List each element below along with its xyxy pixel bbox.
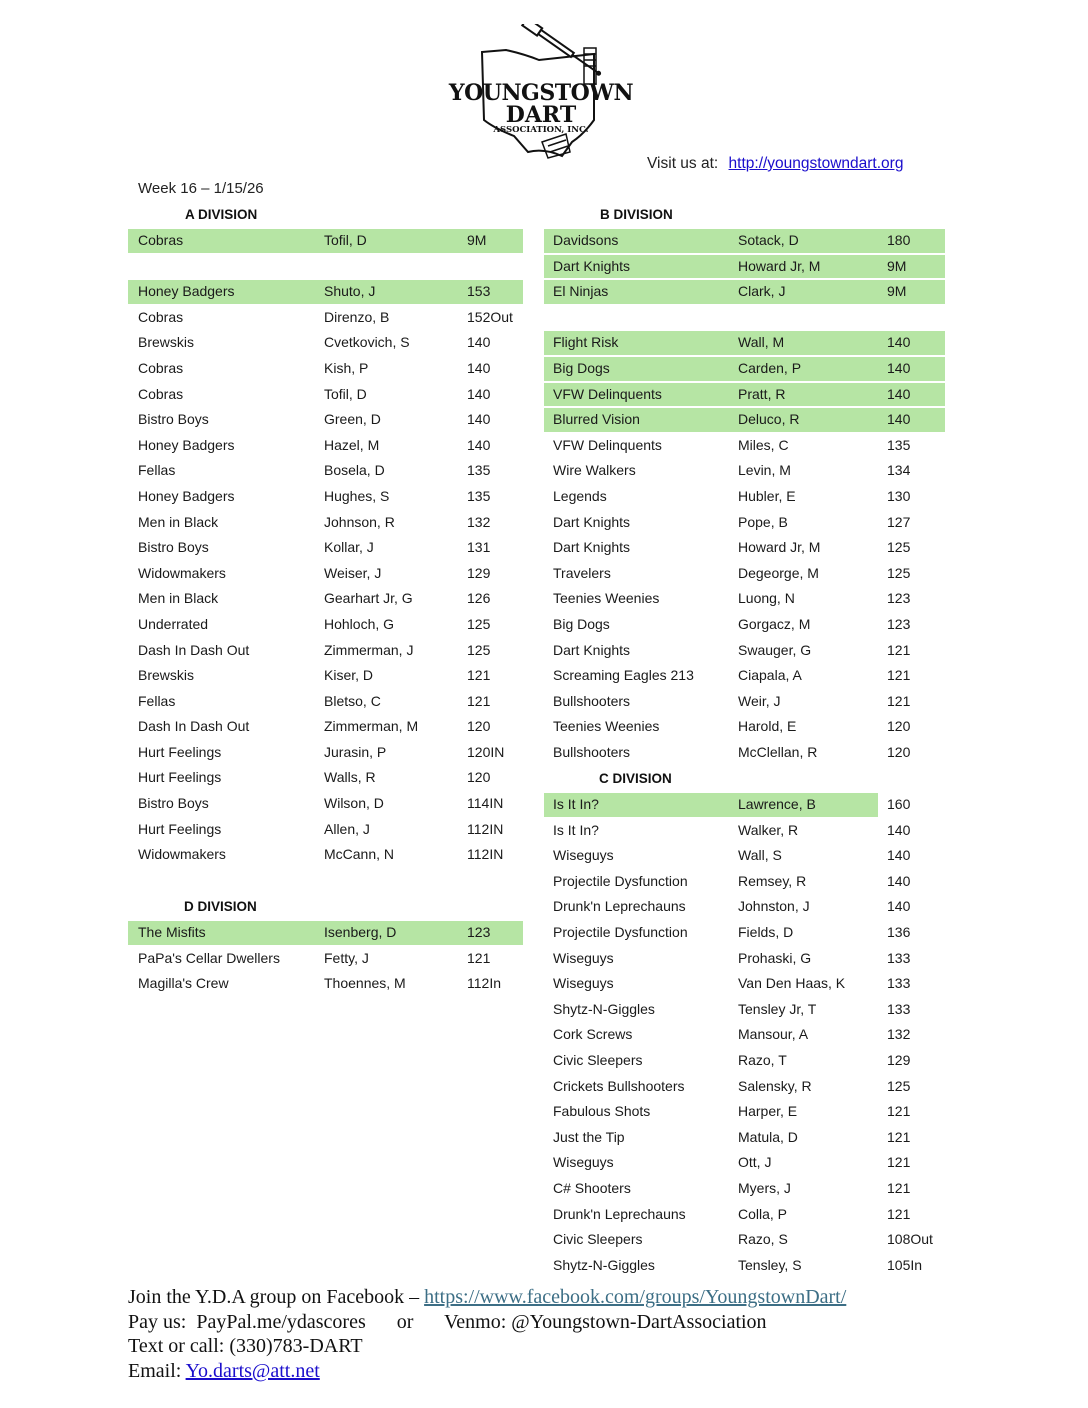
player-cell: Harold, E <box>738 718 797 735</box>
table-row <box>128 407 523 433</box>
table-row <box>544 407 945 433</box>
table-row <box>544 869 945 895</box>
score-cell: 132 <box>467 513 491 530</box>
score-cell: 123 <box>467 924 491 940</box>
player-cell: Carden, P <box>738 359 802 376</box>
score-cell: 136 <box>887 923 911 940</box>
player-cell: Hughes, S <box>324 487 390 504</box>
team-cell: Bistro Boys <box>138 411 209 428</box>
email-line <box>128 1359 846 1384</box>
table-row <box>128 458 523 484</box>
table-row <box>128 714 523 740</box>
team-cell: Dash In Dash Out <box>138 718 250 735</box>
player-cell: Deluco, R <box>738 411 800 428</box>
team-cell: Crickets Bullshooters <box>553 1077 685 1094</box>
score-cell: 135 <box>467 462 491 479</box>
c-division-table <box>544 792 945 1278</box>
score-cell: 9M <box>887 283 907 300</box>
team-cell: Cobras <box>138 359 184 376</box>
team-cell: Blurred Vision <box>553 411 640 428</box>
team-cell: Just the Tip <box>553 1128 625 1145</box>
score-cell: 140 <box>887 821 911 838</box>
score-cell: 140 <box>887 385 911 402</box>
team-cell: Bistro Boys <box>138 795 209 812</box>
team-cell: Fellas <box>138 692 176 709</box>
team-cell: Big Dogs <box>553 615 610 632</box>
team-cell: Legends <box>553 487 607 504</box>
table-row <box>544 714 945 740</box>
score-cell: 140 <box>887 334 911 351</box>
team-cell: Brewskis <box>138 667 195 684</box>
player-cell: Walker, R <box>738 821 799 838</box>
team-cell: Fellas <box>138 462 176 479</box>
score-cell: 160 <box>887 796 911 812</box>
score-cell: 121 <box>467 667 491 684</box>
score-cell: 125 <box>887 1077 911 1094</box>
team-cell: Honey Badgers <box>138 283 235 300</box>
player-cell: Johnston, J <box>738 898 810 915</box>
table-row <box>544 1150 945 1176</box>
team-cell: Hurt Feelings <box>138 743 222 760</box>
score-cell: 112IN <box>467 820 504 837</box>
score-cell: 140 <box>467 334 491 351</box>
team-cell: Magilla's Crew <box>138 975 229 992</box>
player-cell: Pope, B <box>738 513 788 530</box>
team-cell: Projectile Dysfunction <box>553 872 688 889</box>
table-row <box>544 228 945 254</box>
player-cell: Tensley, S <box>738 1256 802 1273</box>
team-cell: Brewskis <box>138 334 195 351</box>
score-cell: 140 <box>887 898 911 915</box>
table-row <box>128 510 523 536</box>
visit-line <box>647 155 903 173</box>
table-row <box>544 484 945 510</box>
player-cell: Kish, P <box>324 359 369 376</box>
player-cell: Ciapala, A <box>738 667 802 684</box>
player-cell: Howard Jr, M <box>738 257 821 274</box>
score-cell: 121 <box>467 949 491 966</box>
team-cell: Bullshooters <box>553 743 631 760</box>
player-cell: Van Den Haas, K <box>738 975 846 992</box>
d-division-table <box>128 920 523 997</box>
association-logo <box>444 24 638 170</box>
team-cell: Shytz-N-Giggles <box>553 1000 655 1017</box>
player-cell: Fetty, J <box>324 949 369 966</box>
table-row <box>544 638 945 664</box>
player-cell: Johnson, R <box>324 513 395 530</box>
team-cell: PaPa's Cellar Dwellers <box>138 949 280 966</box>
player-cell: Hazel, M <box>324 436 380 453</box>
team-cell: Travelers <box>553 564 611 581</box>
team-cell: Dash In Dash Out <box>138 641 250 658</box>
table-row <box>544 689 945 715</box>
team-cell: Is It In? <box>553 796 599 812</box>
score-cell: 121 <box>467 692 491 709</box>
player-cell: Bletso, C <box>324 692 381 709</box>
table-row <box>544 1253 945 1279</box>
table-row <box>544 1227 945 1253</box>
team-cell: Hurt Feelings <box>138 769 222 786</box>
team-cell: The Misfits <box>138 924 206 940</box>
player-cell: Jurasin, P <box>324 743 387 760</box>
team-cell: Dart Knights <box>553 641 631 658</box>
table-row <box>544 1074 945 1100</box>
team-cell: Bistro Boys <box>138 539 209 556</box>
table-row <box>544 458 945 484</box>
team-cell: Widowmakers <box>138 846 226 863</box>
player-cell: Lawrence, B <box>738 796 816 812</box>
player-cell: Prohaski, G <box>738 949 812 966</box>
b-division-table <box>544 228 945 765</box>
score-cell: 108Out <box>887 1231 933 1248</box>
week-label: Week 16 – 1/15/26 <box>138 180 264 197</box>
player-cell: Wall, S <box>738 847 782 864</box>
score-cell: 112In <box>467 975 501 992</box>
email-link[interactable]: Yo.darts@att.net <box>185 1359 320 1382</box>
player-cell: Tofil, D <box>324 385 367 402</box>
table-row <box>544 535 945 561</box>
player-cell: Cvetkovich, S <box>324 334 410 351</box>
phone-line: Text or call: (330)783-DART <box>128 1335 363 1357</box>
table-row <box>128 228 523 254</box>
player-cell: Sotack, D <box>738 232 799 248</box>
player-cell: Ott, J <box>738 1154 772 1171</box>
team-cell: Underrated <box>138 615 209 632</box>
logo-text-association: ASSOCIATION, INC. <box>493 125 589 135</box>
player-cell: Isenberg, D <box>324 924 397 940</box>
table-row <box>128 920 523 946</box>
table-row <box>544 330 945 356</box>
score-cell: 123 <box>887 590 911 607</box>
score-cell: 131 <box>467 539 491 556</box>
team-cell: Drunk'n Leprechauns <box>553 898 686 915</box>
score-cell: 120IN <box>467 743 505 760</box>
score-cell: 140 <box>887 411 911 428</box>
table-row <box>544 1176 945 1202</box>
player-cell: Zimmerman, J <box>324 641 414 658</box>
score-cell: 9M <box>887 257 907 274</box>
table-row <box>544 997 945 1023</box>
score-cell: 125 <box>467 615 491 632</box>
player-cell: Harper, E <box>738 1103 798 1120</box>
team-cell: Cork Screws <box>553 1026 633 1043</box>
table-row <box>544 843 945 869</box>
or-text: or <box>396 1310 414 1333</box>
table-row <box>544 971 945 997</box>
table-row <box>128 791 523 817</box>
table-row <box>128 484 523 510</box>
table-row <box>128 817 523 843</box>
player-cell: McClellan, R <box>738 743 818 760</box>
score-cell: 133 <box>887 1000 911 1017</box>
score-cell: 127 <box>887 513 911 530</box>
table-row <box>544 382 945 408</box>
score-cell: 134 <box>887 462 911 479</box>
team-cell: Dart Knights <box>553 513 631 530</box>
score-cell: 140 <box>887 847 911 864</box>
player-cell: Degeorge, M <box>738 564 819 581</box>
table-row <box>544 740 945 766</box>
d-division-heading: D DIVISION <box>184 899 257 914</box>
score-cell: 121 <box>887 1205 911 1222</box>
team-cell: Davidsons <box>553 232 619 248</box>
score-cell: 120 <box>467 718 491 735</box>
score-cell: 125 <box>887 564 911 581</box>
team-cell: Honey Badgers <box>138 487 235 504</box>
table-row <box>128 586 523 612</box>
team-cell: Teenies Weenies <box>553 590 660 607</box>
score-cell: 140 <box>887 359 911 376</box>
a-division-heading: A DIVISION <box>185 207 258 222</box>
player-cell: Razo, T <box>738 1051 787 1068</box>
facebook-text: Join the Y.D.A group on Facebook – <box>128 1286 420 1308</box>
player-cell: Gearhart Jr, G <box>324 590 413 607</box>
score-cell: 140 <box>467 359 491 376</box>
paypal-handle: PayPal.me/ydascores <box>196 1310 366 1333</box>
payment-line <box>128 1310 846 1335</box>
table-row <box>544 1202 945 1228</box>
score-cell: 153 <box>467 283 491 300</box>
table-row <box>544 920 945 946</box>
team-cell: C# Shooters <box>553 1179 631 1196</box>
table-row <box>128 356 523 382</box>
player-cell: Tensley Jr, T <box>738 1000 817 1017</box>
website-link[interactable]: http://youngstowndart.org <box>728 155 904 172</box>
player-cell: McCann, N <box>324 846 395 863</box>
table-row <box>544 433 945 459</box>
table-row <box>128 433 523 459</box>
player-cell: Levin, M <box>738 462 791 479</box>
table-row <box>544 279 945 305</box>
table-row <box>544 254 945 280</box>
score-cell: 152Out <box>467 308 513 325</box>
player-cell: Walls, R <box>324 769 376 786</box>
score-cell: 114IN <box>467 795 504 812</box>
table-row <box>544 586 945 612</box>
table-row <box>128 971 523 997</box>
table-row <box>544 894 945 920</box>
score-cell: 125 <box>887 539 911 556</box>
score-cell: 140 <box>467 385 491 402</box>
team-cell: Men in Black <box>138 513 219 530</box>
score-cell: 130 <box>887 487 911 504</box>
team-cell: Teenies Weenies <box>553 718 660 735</box>
table-row <box>544 818 945 844</box>
score-cell: 9M <box>467 232 487 248</box>
table-row <box>544 612 945 638</box>
team-cell: Drunk'n Leprechauns <box>553 1205 686 1222</box>
visit-label: Visit us at: <box>647 155 719 172</box>
table-row <box>128 689 523 715</box>
player-cell: Tofil, D <box>324 232 367 248</box>
player-cell: Clark, J <box>738 283 786 300</box>
logo-text-youngstown: YOUNGSTOWN <box>448 80 634 106</box>
table-row <box>128 279 523 305</box>
table-row <box>128 842 523 868</box>
table-row <box>128 765 523 791</box>
team-cell: Cobras <box>138 385 184 402</box>
table-row <box>544 792 945 818</box>
team-cell: Wiseguys <box>553 847 614 864</box>
player-cell: Wall, M <box>738 334 785 351</box>
player-cell: Pratt, R <box>738 385 786 402</box>
player-cell: Weiser, J <box>324 564 382 581</box>
blank-row <box>128 254 523 280</box>
score-cell: 133 <box>887 975 911 992</box>
player-cell: Bosela, D <box>324 462 385 479</box>
table-row <box>544 1022 945 1048</box>
team-cell: VFW Delinquents <box>553 436 662 453</box>
player-cell: Remsey, R <box>738 872 807 889</box>
player-cell: Allen, J <box>324 820 370 837</box>
score-cell: 129 <box>887 1051 911 1068</box>
team-cell: Cobras <box>138 232 184 248</box>
team-cell: Flight Risk <box>553 334 619 351</box>
facebook-link[interactable]: https://www.facebook.com/groups/YoungstownDart/ <box>424 1286 847 1308</box>
team-cell: El Ninjas <box>553 283 609 300</box>
team-cell: Is It In? <box>553 821 599 838</box>
table-row <box>544 946 945 972</box>
player-cell: Hubler, E <box>738 487 796 504</box>
score-cell: 121 <box>887 1154 911 1171</box>
player-cell: Miles, C <box>738 436 789 453</box>
score-cell: 180 <box>887 232 911 248</box>
score-cell: 121 <box>887 1128 911 1145</box>
table-row <box>128 740 523 766</box>
table-row <box>128 330 523 356</box>
footer-contact <box>128 1285 846 1383</box>
score-cell: 125 <box>467 641 491 658</box>
score-cell: 112IN <box>467 846 504 863</box>
team-cell: Shytz-N-Giggles <box>553 1256 655 1273</box>
c-division-heading: C DIVISION <box>599 771 672 786</box>
score-cell: 120 <box>467 769 491 786</box>
player-cell: Shuto, J <box>324 283 376 300</box>
score-cell: 121 <box>887 692 911 709</box>
team-cell: Bullshooters <box>553 692 631 709</box>
score-cell: 123 <box>887 615 911 632</box>
score-cell: 140 <box>887 872 911 889</box>
table-row <box>544 510 945 536</box>
score-cell: 140 <box>467 411 491 428</box>
a-division-table <box>128 228 523 868</box>
score-cell: 121 <box>887 1179 911 1196</box>
table-row <box>128 612 523 638</box>
table-row <box>544 1048 945 1074</box>
score-cell: 120 <box>887 718 911 735</box>
player-cell: Gorgacz, M <box>738 615 811 632</box>
player-cell: Zimmerman, M <box>324 718 419 735</box>
player-cell: Wilson, D <box>324 795 384 812</box>
player-cell: Hohloch, G <box>324 615 395 632</box>
team-cell: Widowmakers <box>138 564 226 581</box>
table-row <box>128 535 523 561</box>
score-cell: 140 <box>467 436 491 453</box>
venmo-handle: Venmo: @Youngstown-DartAssociation <box>444 1310 767 1333</box>
player-cell: Weir, J <box>738 692 781 709</box>
score-cell: 135 <box>887 436 911 453</box>
team-cell: Fabulous Shots <box>553 1103 651 1120</box>
team-cell: Projectile Dysfunction <box>553 923 688 940</box>
score-cell: 121 <box>887 641 911 658</box>
team-cell: Dart Knights <box>553 539 631 556</box>
player-cell: Thoennes, M <box>324 975 406 992</box>
score-cell: 133 <box>887 949 911 966</box>
team-cell: Wiseguys <box>553 975 614 992</box>
player-cell: Matula, D <box>738 1128 798 1145</box>
player-cell: Myers, J <box>738 1179 791 1196</box>
table-row <box>544 663 945 689</box>
pay-label: Pay us: <box>128 1310 187 1333</box>
score-cell: 135 <box>467 487 491 504</box>
team-cell: Screaming Eagles 213 <box>553 667 694 684</box>
table-row <box>128 946 523 972</box>
player-cell: Swauger, G <box>738 641 812 658</box>
team-cell: Wiseguys <box>553 949 614 966</box>
player-cell: Howard Jr, M <box>738 539 821 556</box>
team-cell: Honey Badgers <box>138 436 235 453</box>
player-cell: Kiser, D <box>324 667 374 684</box>
table-row <box>128 663 523 689</box>
score-cell: 132 <box>887 1026 911 1043</box>
email-label: Email: <box>128 1359 182 1382</box>
score-cell: 121 <box>887 667 911 684</box>
table-row <box>128 305 523 331</box>
player-cell: Green, D <box>324 411 381 428</box>
player-cell: Razo, S <box>738 1231 788 1248</box>
player-cell: Luong, N <box>738 590 795 607</box>
score-cell: 129 <box>467 564 491 581</box>
score-cell: 121 <box>887 1103 911 1120</box>
player-cell: Mansour, A <box>738 1026 809 1043</box>
blank-row <box>544 305 945 331</box>
b-division-heading: B DIVISION <box>600 207 673 222</box>
table-row <box>544 1125 945 1151</box>
player-cell: Colla, P <box>738 1205 788 1222</box>
team-cell: VFW Delinquents <box>553 385 662 402</box>
table-row <box>128 561 523 587</box>
player-cell: Salensky, R <box>738 1077 812 1094</box>
logo-text-dart: DART <box>505 102 577 128</box>
table-row <box>544 561 945 587</box>
team-cell: Wire Walkers <box>553 462 636 479</box>
team-cell: Civic Sleepers <box>553 1051 643 1068</box>
team-cell: Men in Black <box>138 590 219 607</box>
score-cell: 126 <box>467 590 491 607</box>
table-row <box>544 356 945 382</box>
player-cell: Kollar, J <box>324 539 374 556</box>
player-cell: Fields, D <box>738 923 794 940</box>
player-cell: Direnzo, B <box>324 308 390 325</box>
table-row <box>128 638 523 664</box>
facebook-line <box>128 1285 846 1310</box>
team-cell: Hurt Feelings <box>138 820 222 837</box>
score-cell: 105In <box>887 1256 923 1273</box>
table-row <box>128 382 523 408</box>
team-cell: Big Dogs <box>553 359 610 376</box>
team-cell: Dart Knights <box>553 257 631 274</box>
score-cell: 120 <box>887 743 911 760</box>
team-cell: Cobras <box>138 308 184 325</box>
team-cell: Wiseguys <box>553 1154 614 1171</box>
table-row <box>544 1099 945 1125</box>
team-cell: Civic Sleepers <box>553 1231 643 1248</box>
